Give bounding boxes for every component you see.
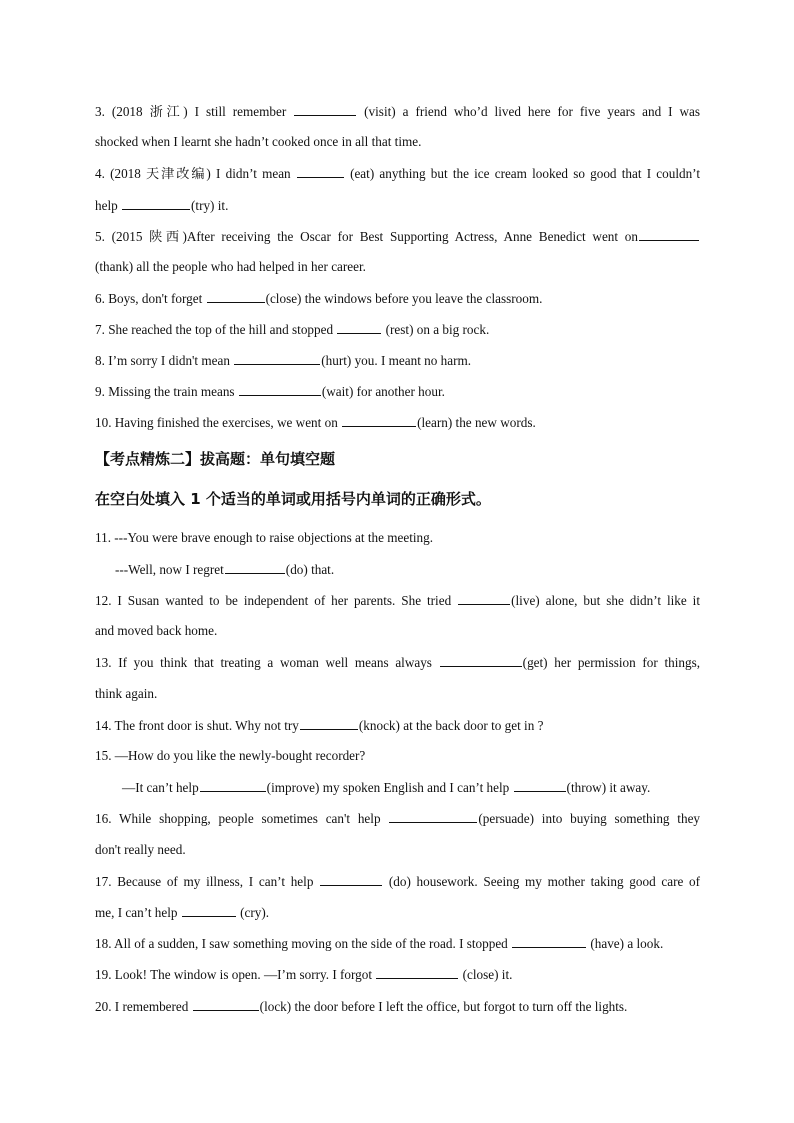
answer-blank[interactable]	[182, 904, 236, 917]
question-10	[95, 414, 700, 431]
question-11-line-1	[95, 530, 700, 546]
question-12-line-2	[95, 623, 700, 639]
question-20-text: 20. I remembered	[95, 999, 189, 1014]
question-3-line-1	[95, 103, 700, 120]
question-3-text: (visit) a friend who’d lived here for five years and I was	[364, 104, 701, 119]
question-5-line-1	[95, 228, 700, 245]
question-11-text: 11. ---You were brave enough to raise objections at the meeting.	[95, 530, 434, 545]
question-8-text: 8. I’m sorry I didn't mean	[95, 353, 230, 368]
answer-blank[interactable]	[639, 228, 699, 241]
question-13-text: think again.	[95, 686, 158, 701]
answer-blank[interactable]	[207, 290, 265, 303]
question-12-text: 12. I Susan wanted to be independent of her parents. She tried	[95, 593, 452, 608]
question-17-text: (do) housework. Seeing my mother taking good care of	[388, 874, 701, 889]
question-10-text: 10. Having finished the exercises, we went on	[95, 415, 338, 430]
question-11-text: (do) that.	[285, 562, 335, 577]
question-16-line-2	[95, 842, 700, 858]
section-title: 【考点精炼二】拔高题：单句填空题	[95, 450, 336, 468]
question-3-line-2	[95, 134, 700, 150]
question-6	[95, 290, 700, 307]
question-5-line-2	[95, 259, 700, 275]
question-15-text: —It can’t help	[122, 780, 199, 795]
answer-blank[interactable]	[514, 779, 566, 792]
question-5-text: (thank) all the people who had helped in her career.	[95, 259, 366, 274]
question-17-text: 17. Because of my illness, I can’t help	[95, 874, 314, 889]
answer-blank[interactable]	[458, 592, 510, 605]
answer-blank[interactable]	[440, 654, 522, 667]
question-9-text: (wait) for another hour.	[321, 384, 445, 399]
answer-blank[interactable]	[389, 810, 477, 823]
answer-blank[interactable]	[337, 321, 381, 334]
question-13-line-1	[95, 654, 700, 671]
answer-blank[interactable]	[300, 717, 358, 730]
question-11-text: ---Well, now I regret	[115, 562, 224, 577]
question-17-text: me, I can’t help	[95, 905, 178, 920]
answer-blank[interactable]	[342, 414, 416, 427]
answer-blank[interactable]	[193, 998, 259, 1011]
question-3-text: shocked when I learnt she hadn’t cooked once in all that time.	[95, 134, 422, 149]
instruction: 在空白处填入 1 个适当的单词或用括号内单词的正确形式。	[95, 490, 491, 508]
answer-blank[interactable]	[200, 779, 266, 792]
answer-blank[interactable]	[320, 873, 382, 886]
question-14-text: 14. The front door is shut. Why not try	[95, 718, 299, 733]
question-15-line-1	[95, 748, 700, 764]
question-17-text: (cry).	[240, 905, 270, 920]
question-16-text: don't really need.	[95, 842, 186, 857]
question-16-text: (persuade) into buying something they	[478, 811, 701, 826]
question-16-text: 16. While shopping, people sometimes can't help	[95, 811, 381, 826]
question-15-text: 15. —How do you like the newly-bought recorder?	[95, 748, 366, 763]
question-4-text: help	[95, 198, 118, 213]
question-13-text: (get) her permission for things,	[522, 655, 701, 670]
question-15-line-2	[122, 779, 700, 796]
question-17-line-1	[95, 873, 700, 890]
question-4-line-1	[95, 165, 700, 182]
answer-blank[interactable]	[297, 165, 344, 178]
question-17-line-2	[95, 904, 700, 921]
question-13-line-2	[95, 686, 700, 702]
question-14-text: (knock) at the back door to get in ?	[358, 718, 544, 733]
answer-blank[interactable]	[512, 935, 586, 948]
question-4-text: 4. (2018 天津改编) I didn’t mean	[95, 166, 291, 181]
question-3-text: 3. (2018 浙江) I still remember	[95, 104, 287, 119]
question-19	[95, 966, 700, 983]
question-7-text: 7. She reached the top of the hill and stopped	[95, 322, 334, 337]
question-13-text: 13. If you think that treating a woman well means always	[95, 655, 432, 670]
question-8-text: (hurt) you. I meant no harm.	[321, 353, 472, 368]
question-20-text: (lock) the door before I left the office, but forgot to turn off the lights.	[259, 999, 628, 1014]
question-20	[95, 998, 700, 1015]
question-12-text: (live) alone, but she didn’t like it	[511, 593, 700, 608]
question-7-text: (rest) on a big rock.	[385, 322, 490, 337]
question-12-line-1	[95, 592, 700, 609]
question-7	[95, 321, 700, 338]
question-19-text: (close) it.	[462, 967, 513, 982]
question-9	[95, 383, 700, 400]
question-11-line-2	[115, 561, 700, 578]
question-6-text: (close) the windows before you leave the classroom.	[265, 291, 543, 306]
question-15-text: (improve) my spoken English and I can’t help	[266, 780, 510, 795]
answer-blank[interactable]	[376, 966, 458, 979]
question-18	[95, 935, 700, 952]
question-4-text: (try) it.	[191, 198, 229, 213]
question-8	[95, 352, 700, 369]
question-9-text: 9. Missing the train means	[95, 384, 235, 399]
question-10-text: (learn) the new words.	[417, 415, 536, 430]
question-14	[95, 717, 700, 734]
question-4-line-2	[95, 197, 700, 214]
question-18-text: (have) a look.	[590, 936, 664, 951]
question-16-line-1	[95, 810, 700, 827]
answer-blank[interactable]	[234, 352, 320, 365]
answer-blank[interactable]	[294, 103, 356, 116]
question-18-text: 18. All of a sudden, I saw something moving on the side of the road. I stopped	[95, 936, 508, 951]
answer-blank[interactable]	[239, 383, 321, 396]
question-19-text: 19. Look! The window is open. —I’m sorry. I forgot	[95, 967, 373, 982]
answer-blank[interactable]	[225, 561, 285, 574]
question-4-text: (eat) anything but the ice cream looked so good that I couldn’t	[350, 166, 701, 181]
question-15-text: (throw) it away.	[566, 780, 651, 795]
answer-blank[interactable]	[122, 197, 190, 210]
question-12-text: and moved back home.	[95, 623, 218, 638]
question-6-text: 6. Boys, don't forget	[95, 291, 203, 306]
question-5-text: 5. (2015 陕西)After receiving the Oscar for Best Supporting Actress, Anne Benedict went on	[95, 229, 638, 244]
